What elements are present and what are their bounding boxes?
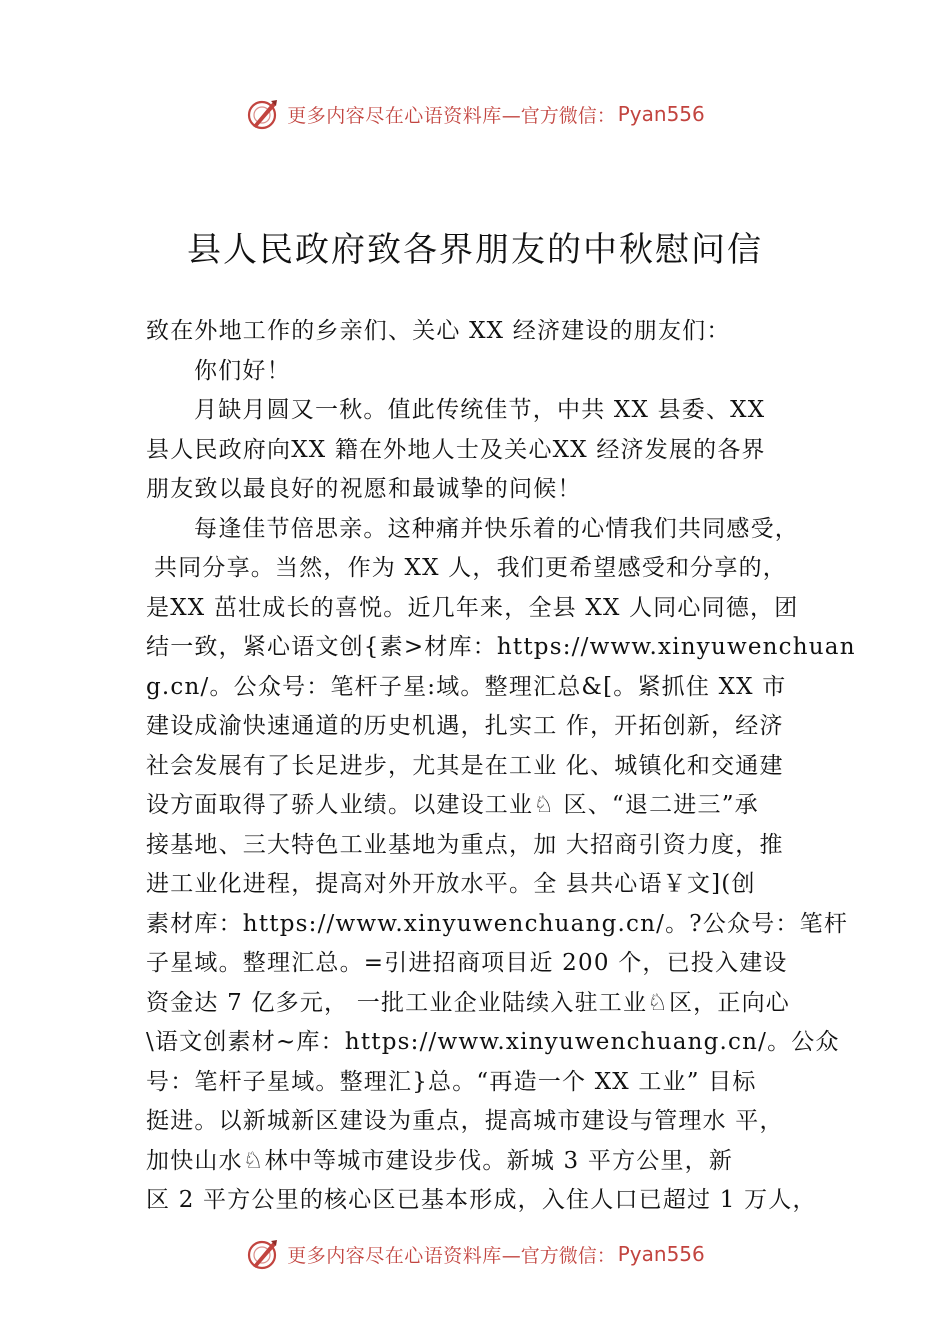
banner-wechat-id: Pyan556: [617, 102, 705, 126]
text-line: 挺进。以新城新区建设为重点，提高城市建设与管理水 平，: [146, 1108, 784, 1134]
text-line: 区 2 平方公里的核心区已基本形成，入住人口已超过 1 万人，: [146, 1187, 817, 1213]
text-line: 建设成渝快速通道的历史机遇，扎实工 作，开拓创新，经济: [146, 713, 784, 739]
text-line: 资金达 7 亿多元， 一批工业企业陆续入驻工业♘区，正向心: [146, 989, 790, 1016]
footer-banner: [0, 1234, 950, 1274]
text-line: 设方面取得了骄人业绩。以建设工业♘ 区、“退二进三”承: [146, 792, 759, 818]
pen-logo-icon: [245, 1236, 281, 1272]
text-line: g.cn/。公众号：笔杆子星:域。整理汇总&[。紧抓住 XX 市: [146, 673, 787, 700]
banner-wechat-label: —官方微信：: [501, 1244, 616, 1267]
text-line: 进工业化进程，提高对外开放水平。全 县共心语￥文](创: [146, 871, 756, 897]
text-line: 号：笔杆子星域。整理汇}总。“再造一个 XX 工业” 目标: [146, 1068, 757, 1095]
text-line: 是XX 茁壮成长的喜悦。近几年来，全县 XX 人同心同德，团: [146, 594, 799, 621]
text-line: 加快山水♘林中等城市建设步伐。新城 3 平方公里，新: [146, 1147, 734, 1174]
text-line: \语文创素材~库：https://www.xinyuwenchuang.cn/。公众: [146, 1029, 840, 1055]
document-title: 县人民政府致各界朋友的中秋慰问信: [187, 230, 763, 270]
banner-text: 更多内容尽在心语资料库: [287, 104, 502, 127]
text-line: 共同分享。当然，作为 XX 人，我们更希望感受和分享的，: [154, 555, 787, 581]
text-line: 每逢佳节倍思亲。这种痛并快乐着的心情我们共同感受，: [194, 515, 799, 542]
pen-logo-icon: [245, 96, 281, 132]
banner-wechat-id: Pyan556: [617, 1242, 705, 1266]
salutation-line: 致在外地工作的乡亲们、关心 XX 经济建设的朋友们：: [146, 318, 731, 344]
header-banner: [0, 94, 950, 134]
text-line: 社会发展有了长足进步，尤其是在工业 化、城镇化和交通建: [146, 752, 784, 779]
text-line: 结一致，紧心语文创{素>材库：https://www.xinyuwenchuan: [146, 634, 856, 660]
banner-text: 更多内容尽在心语资料库: [287, 1244, 502, 1267]
text-line: 县人民政府向XX 籍在外地人士及关心XX 经济发展的各界: [146, 436, 766, 463]
text-line: 接基地、三大特色工业基地为重点，加 大招商引资力度，推: [146, 831, 784, 858]
text-line: 月缺月圆又一秋。值此传统佳节，中共 XX 县委、XX: [194, 397, 766, 423]
text-line: 朋友致以最良好的祝愿和最诚挚的问候！: [146, 476, 582, 502]
text-line: 素材库：https://www.xinyuwenchuang.cn/。?公众号：笔杆: [146, 910, 849, 937]
letter-body: [146, 312, 856, 1221]
greeting-line: 你们好！: [194, 357, 291, 384]
banner-wechat-label: —官方微信：: [501, 104, 616, 127]
text-line: 子星域。整理汇总。=引进招商项目近 200 个，已投入建设: [146, 950, 788, 976]
